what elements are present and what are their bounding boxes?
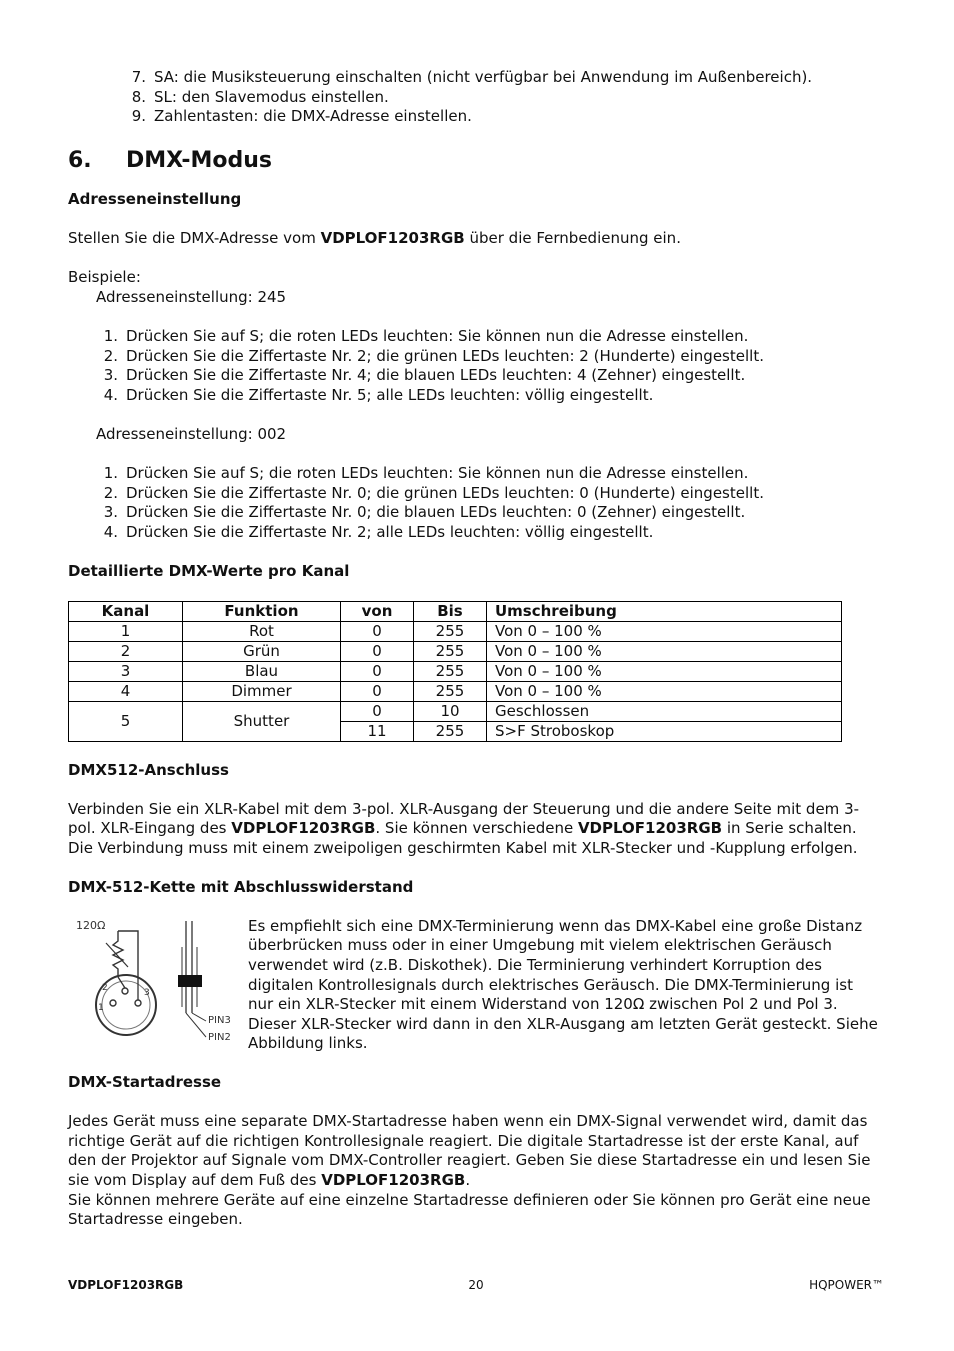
xlr-terminator-figure	[68, 917, 248, 1054]
mode-list	[68, 68, 884, 127]
termination-text: Es empfiehlt sich eine DMX-Terminierung wenn das DMX-Kabel eine große Distanz überbrücken muss oder in einer Umgebung mit vielem elektrischen Geräusch verwendet wird (z.B. Diskothek). Die Terminierung verhindert Korruption des digitalen Kontrollesignals durch elektrisches Geräusch. Die DMX-Terminierung ist nur ein XLR-Stecker mit einem Widerstand von 120Ω zwischen Pol 2 und Pol 3. Dieser XLR-Stecker wird dann in den XLR-Ausgang am letzten Gerät gesteckt. Siehe Abbildung links.	[248, 916, 878, 1053]
termination-block	[68, 917, 884, 1054]
resistor-label: 120Ω	[76, 918, 106, 932]
document-page	[68, 68, 884, 1230]
dmx512-heading: DMX512-Anschluss	[68, 760, 229, 779]
list-item: 2. Drücken Sie die Ziffertaste Nr. 0; die grünen LEDs leuchten: 0 (Hunderte) eingestellt.	[103, 483, 764, 502]
list-item: 7. SA: die Musiksteuerung einschalten (nicht verfügbar bei Anwendung im Außenbereich).	[131, 68, 813, 86]
dmx-values-table	[68, 601, 842, 742]
table-row: 1 Rot 0 255 Von 0 – 100 %	[69, 621, 842, 641]
dmx-values-heading: Detaillierte DMX-Werte pro Kanal	[68, 562, 350, 581]
pin-number-label: 1	[98, 1002, 104, 1013]
table-header-row: Kanal Funktion von Bis Umschreibung	[69, 601, 842, 621]
pin-2	[122, 988, 128, 994]
page-number: 20	[468, 1278, 484, 1292]
address-intro: Stellen Sie die DMX-Adresse vom VDPLOF1203RGB über die Fernbedienung ein.	[68, 228, 681, 247]
list-item: 9. Zahlentasten: die DMX-Adresse einstellen.	[131, 107, 472, 126]
list-item: 1. Drücken Sie auf S; die roten LEDs leuchten: Sie können nun die Adresse einstellen.	[103, 326, 749, 345]
startaddress-heading: DMX-Startadresse	[68, 1072, 222, 1091]
list-item: 4. Drücken Sie die Ziffertaste Nr. 2; alle LEDs leuchten: völlig eingestellt.	[103, 522, 654, 541]
list-item: 4. Drücken Sie die Ziffertaste Nr. 5; alle LEDs leuchten: völlig eingestellt.	[103, 385, 654, 404]
examples-label: Beispiele:	[68, 268, 141, 287]
pin3-label: PIN3	[208, 1014, 231, 1026]
list-item: 2. Drücken Sie die Ziffertaste Nr. 2; die grünen LEDs leuchten: 2 (Hunderte) eingestellt.	[103, 346, 764, 365]
list-item: 8. SL: den Slavemodus einstellen.	[131, 87, 389, 106]
section-title: 6. DMX-Modus	[68, 147, 272, 173]
xlr-connector-diagram	[68, 917, 234, 1045]
dmx512-paragraph: Verbinden Sie ein XLR-Kabel mit dem 3-pol. XLR-Ausgang der Steuerung und die andere Seite mit dem 3-pol. XLR-Eingang des VDPLOF1203RGB. Sie können verschiedene VDPLOF1203RGB in Serie schalten. Die Verbindung muss mit einem zweipoligen geschirmten Kabel mit XLR-Stecker und -Kupplung erfolgen.	[68, 799, 860, 858]
shield-band	[178, 975, 202, 987]
page-footer	[68, 1276, 884, 1292]
termination-heading: DMX-512-Kette mit Abschlusswiderstand	[68, 877, 414, 896]
example2-steps	[68, 464, 884, 542]
pin-number-label: 2	[102, 982, 108, 993]
pin2-label: PIN2	[208, 1031, 231, 1043]
list-item: 3. Drücken Sie die Ziffertaste Nr. 4; die blauen LEDs leuchten: 4 (Zehner) eingestellt.	[103, 366, 746, 385]
table-row: 2 Grün 0 255 Von 0 – 100 %	[69, 641, 842, 661]
pin-number-label: 3	[144, 987, 150, 998]
resistor-symbol	[113, 931, 123, 977]
pin-3	[135, 1000, 141, 1006]
table-row: 11 255 S>F Stroboskop	[69, 721, 842, 741]
pin-1	[110, 1000, 116, 1006]
list-item: 1. Drücken Sie auf S; die roten LEDs leuchten: Sie können nun die Adresse einstellen.	[103, 464, 749, 483]
footer-brand: HQPOWER™	[809, 1278, 884, 1292]
table-row: 5 Shutter 0 10 Geschlossen	[69, 701, 842, 721]
startaddress-paragraph-2: Sie können mehrere Geräte auf eine einzelne Startadresse definieren oder Sie können pro Gerät eine neue Startadresse eingeben.	[68, 1190, 871, 1229]
address-heading: Adresseneinstellung	[68, 189, 242, 208]
example1-title: Adresseneinstellung: 245	[96, 287, 287, 306]
footer-model: VDPLOF1203RGB	[68, 1278, 184, 1292]
startaddress-paragraph: Jedes Gerät muss eine separate DMX-Startadresse haben wenn ein DMX-Signal verwendet wird, damit das richtige Gerät auf die richtigen Kontrollesignale reagiert. Die digitale Startadresse ist der erste Kanal, auf den der Projektor auf Signale vom DMX-Controller reagiert. Geben Sie diese Startadresse ein und lesen Sie sie vom Display auf dem Fuß des VDPLOF1203RGB.	[68, 1112, 871, 1189]
table-row: 3 Blau 0 255 Von 0 – 100 %	[69, 661, 842, 681]
example2-title: Adresseneinstellung: 002	[96, 424, 287, 443]
example1-steps	[68, 327, 884, 405]
list-item: 3. Drücken Sie die Ziffertaste Nr. 0; die blauen LEDs leuchten: 0 (Zehner) eingestellt.	[103, 503, 746, 522]
table-row: 4 Dimmer 0 255 Von 0 – 100 %	[69, 681, 842, 701]
